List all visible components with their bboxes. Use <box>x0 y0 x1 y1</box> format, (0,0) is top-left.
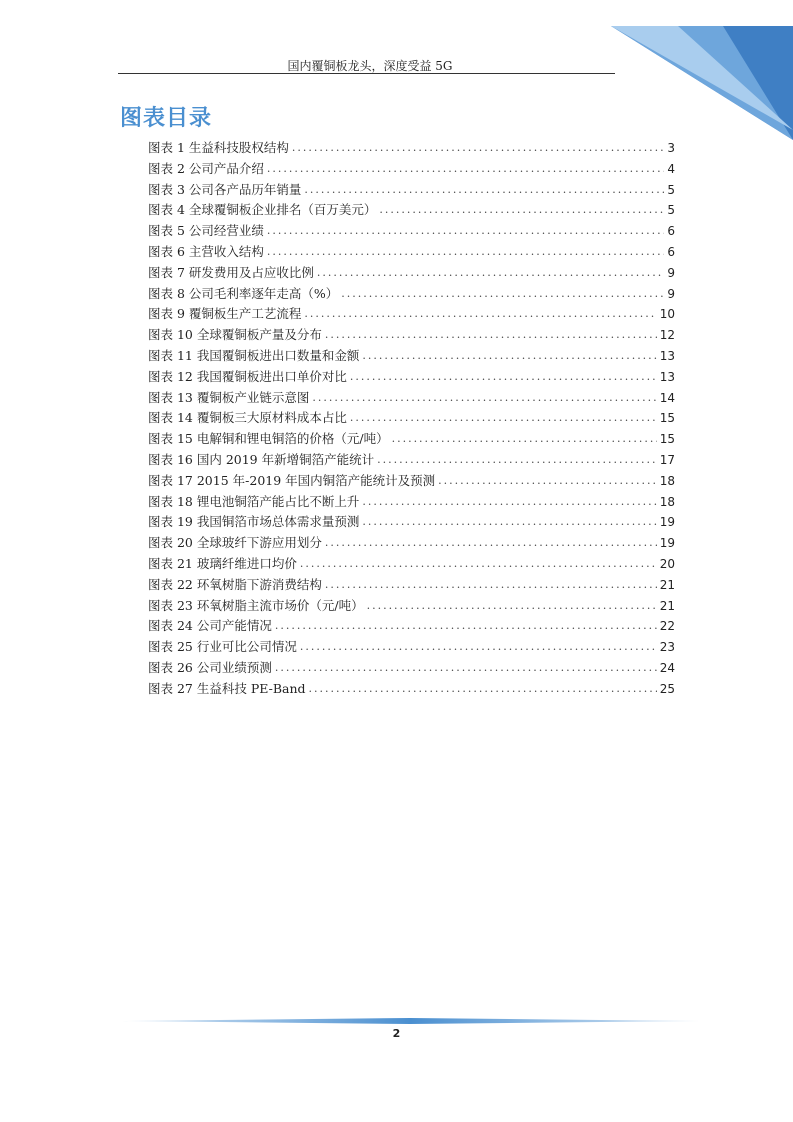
toc-entry-label: 图表 8 公司毛利率逐年走高（%） <box>148 285 339 301</box>
toc-dot-leader <box>300 637 657 658</box>
toc-entry-page: 9 <box>667 286 675 301</box>
toc-entry[interactable] <box>148 450 675 471</box>
toc-entry[interactable] <box>148 325 675 346</box>
toc-entry[interactable] <box>148 679 675 700</box>
toc-entry-page: 13 <box>659 369 675 384</box>
toc-entry-page: 6 <box>667 244 675 259</box>
toc-entry[interactable] <box>148 512 675 533</box>
toc-dot-leader <box>267 242 664 263</box>
toc-entry-label: 图表 20 全球玻纤下游应用划分 <box>148 535 322 551</box>
toc-entry-page: 24 <box>659 660 675 675</box>
toc-dot-leader <box>362 512 656 533</box>
toc-dot-leader <box>317 263 664 284</box>
toc-list <box>148 138 675 700</box>
toc-entry[interactable] <box>148 492 675 513</box>
toc-entry-page: 4 <box>667 161 675 176</box>
toc-entry[interactable] <box>148 200 675 221</box>
toc-entry[interactable] <box>148 658 675 679</box>
toc-entry[interactable] <box>148 388 675 409</box>
toc-entry-label: 图表 17 2015 年-2019 年国内铜箔产能统计及预测 <box>148 472 436 488</box>
toc-entry[interactable] <box>148 346 675 367</box>
toc-entry-page: 17 <box>659 452 675 467</box>
toc-entry[interactable] <box>148 429 675 450</box>
toc-dot-leader <box>379 200 664 221</box>
toc-entry[interactable] <box>148 471 675 492</box>
toc-entry-label: 图表 23 环氧树脂主流市场价（元/吨） <box>148 597 364 613</box>
toc-entry[interactable] <box>148 554 675 575</box>
toc-entry-label: 图表 24 公司产能情况 <box>148 618 272 634</box>
toc-entry-label: 图表 6 主营收入结构 <box>148 243 264 259</box>
toc-entry-label: 图表 18 锂电池铜箔产能占比不断上升 <box>148 493 360 509</box>
toc-entry-label: 图表 12 我国覆铜板进出口单价对比 <box>148 368 347 384</box>
toc-entry-page: 25 <box>659 681 675 696</box>
toc-dot-leader <box>350 367 657 388</box>
toc-dot-leader <box>304 304 656 325</box>
toc-dot-leader <box>438 471 657 492</box>
toc-dot-leader <box>341 284 664 305</box>
toc-dot-leader <box>350 408 657 429</box>
toc-entry-page: 22 <box>659 619 675 634</box>
toc-dot-leader <box>300 554 657 575</box>
toc-dot-leader <box>267 221 664 242</box>
toc-entry[interactable] <box>148 159 675 180</box>
toc-entry-page: 23 <box>659 640 675 655</box>
toc-dot-leader <box>367 596 657 617</box>
page-number: 2 <box>392 1027 401 1040</box>
toc-entry-label: 图表 15 电解铜和锂电铜箔的价格（元/吨） <box>148 431 389 447</box>
toc-entry[interactable] <box>148 575 675 596</box>
toc-entry-page: 12 <box>659 328 675 343</box>
toc-entry[interactable] <box>148 367 675 388</box>
toc-dot-leader <box>267 159 664 180</box>
toc-entry-page: 21 <box>659 577 675 592</box>
toc-entry-label: 图表 14 覆铜板三大原材料成本占比 <box>148 410 347 426</box>
toc-entry-page: 3 <box>667 141 675 155</box>
toc-entry-page: 10 <box>659 307 675 322</box>
toc-dot-leader <box>312 388 656 409</box>
toc-dot-leader <box>275 658 657 679</box>
toc-entry-page: 18 <box>659 473 675 488</box>
toc-dot-leader <box>392 429 657 450</box>
toc-entry[interactable] <box>148 221 675 242</box>
toc-entry[interactable] <box>148 242 675 263</box>
toc-dot-leader <box>309 679 657 700</box>
corner-decoration <box>593 0 793 140</box>
toc-entry-page: 19 <box>659 536 675 551</box>
toc-entry-page: 9 <box>667 265 675 280</box>
toc-entry[interactable] <box>148 304 675 325</box>
toc-entry-label: 图表 7 研发费用及占应收比例 <box>148 264 314 280</box>
toc-entry[interactable] <box>148 138 675 159</box>
toc-dot-leader <box>362 346 656 367</box>
toc-entry-label: 图表 1 生益科技股权结构 <box>148 140 289 155</box>
toc-entry-label: 图表 13 覆铜板产业链示意图 <box>148 389 310 405</box>
toc-entry-page: 18 <box>659 494 675 509</box>
toc-entry-label: 图表 3 公司各产品历年销量 <box>148 181 302 197</box>
toc-dot-leader <box>304 180 664 201</box>
toc-entry-page: 5 <box>667 182 675 197</box>
toc-dot-leader <box>362 492 656 513</box>
toc-dot-leader <box>325 575 657 596</box>
header-rule <box>118 73 615 74</box>
header-title: 国内覆铜板龙头，深度受益 5G <box>287 59 453 73</box>
toc-entry-label: 图表 5 公司经营业绩 <box>148 223 264 239</box>
toc-entry-label: 图表 27 生益科技 PE-Band <box>148 680 306 696</box>
toc-dot-leader <box>275 616 657 637</box>
toc-entry-label: 图表 19 我国铜箔市场总体需求量预测 <box>148 514 360 530</box>
toc-entry-label: 图表 16 国内 2019 年新增铜箔产能统计 <box>148 451 375 467</box>
toc-entry-page: 6 <box>667 224 675 239</box>
toc-entry-label: 图表 22 环氧树脂下游消费结构 <box>148 576 322 592</box>
toc-entry-page: 15 <box>659 432 675 447</box>
toc-entry-page: 21 <box>659 598 675 613</box>
footer-rule <box>122 1018 699 1024</box>
toc-entry-page: 5 <box>667 203 675 218</box>
toc-entry-label: 图表 10 全球覆铜板产量及分布 <box>148 327 322 343</box>
toc-heading: 图表目录 <box>120 106 213 131</box>
toc-entry[interactable] <box>148 533 675 554</box>
toc-entry-page: 15 <box>659 411 675 426</box>
toc-entry-page: 14 <box>659 390 675 405</box>
toc-entry[interactable] <box>148 408 675 429</box>
toc-dot-leader <box>325 533 657 554</box>
toc-entry-label: 图表 2 公司产品介绍 <box>148 160 264 176</box>
toc-entry-page: 20 <box>659 556 675 571</box>
toc-entry-label: 图表 21 玻璃纤维进口均价 <box>148 555 297 571</box>
toc-entry-label: 图表 25 行业可比公司情况 <box>148 639 297 655</box>
toc-entry[interactable] <box>148 263 675 284</box>
toc-entry-label: 图表 4 全球覆铜板企业排名（百万美元） <box>148 202 377 218</box>
toc-entry-label: 图表 26 公司业绩预测 <box>148 659 272 675</box>
toc-dot-leader <box>325 325 657 346</box>
toc-entry-label: 图表 9 覆铜板生产工艺流程 <box>148 306 302 322</box>
toc-entry-page: 19 <box>659 515 675 530</box>
toc-dot-leader <box>377 450 657 471</box>
toc-entry[interactable] <box>148 284 675 305</box>
toc-entry-label: 图表 11 我国覆铜板进出口数量和金额 <box>148 347 360 363</box>
toc-dot-leader <box>292 138 664 159</box>
toc-entry-page: 13 <box>659 348 675 363</box>
toc-entry[interactable] <box>148 616 675 637</box>
toc-entry[interactable] <box>148 596 675 617</box>
toc-entry[interactable] <box>148 180 675 201</box>
toc-entry[interactable] <box>148 637 675 658</box>
